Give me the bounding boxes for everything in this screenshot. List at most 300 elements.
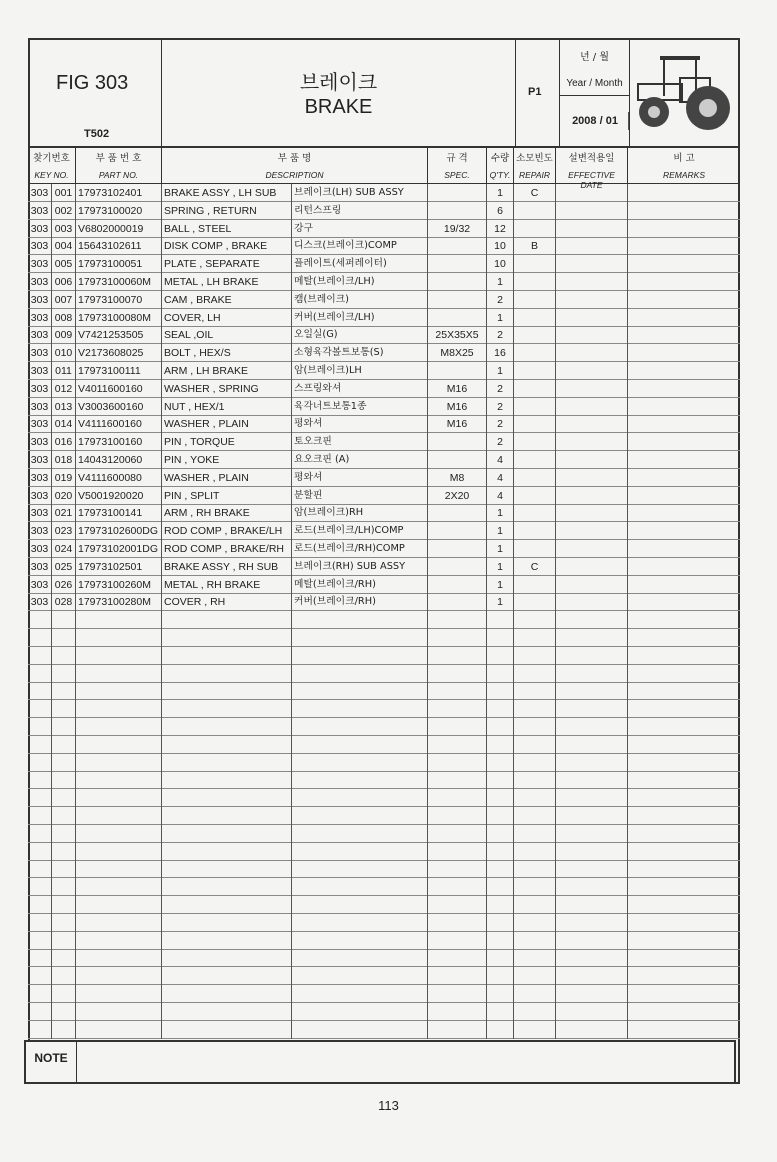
cell-desc-kr <box>292 878 428 896</box>
cell-spec <box>428 184 487 202</box>
cell-desc-en: METAL , LH BRAKE <box>162 273 292 291</box>
cell-key: 019 <box>52 469 76 487</box>
column-header-kr: 수량 <box>490 153 510 164</box>
cell-part <box>76 843 162 861</box>
cell-date <box>556 1003 628 1021</box>
column-header-kr: 설변적용일 <box>568 153 615 164</box>
table-row <box>28 629 740 647</box>
cell-fig <box>28 843 52 861</box>
cell-qty: 2 <box>487 398 514 416</box>
cell-desc-kr <box>292 932 428 950</box>
cell-spec <box>428 273 487 291</box>
cell-desc-en: ARM , RH BRAKE <box>162 504 292 522</box>
column-header <box>556 148 628 190</box>
cell-desc-en <box>162 754 292 772</box>
cell-qty <box>487 860 514 878</box>
table-row <box>28 504 740 522</box>
cell-desc-kr: 소형육각볼트보통(S) <box>292 344 428 362</box>
cell-desc-en: BOLT , HEX/S <box>162 344 292 362</box>
cell-repair <box>514 487 556 505</box>
table-row <box>28 362 740 380</box>
cell-key <box>52 700 76 718</box>
cell-desc-kr: 캠(브레이크) <box>292 291 428 309</box>
cell-qty: 4 <box>487 469 514 487</box>
cell-spec <box>428 237 487 255</box>
cell-desc-kr: 암(브레이크)LH <box>292 362 428 380</box>
cell-qty: 1 <box>487 184 514 202</box>
fig-number: FIG 303 <box>56 72 129 94</box>
cell-part <box>76 665 162 683</box>
cell-spec <box>428 843 487 861</box>
title-cell <box>162 38 516 148</box>
cell-fig: 303 <box>28 540 52 558</box>
cell-qty: 6 <box>487 202 514 220</box>
cell-desc-en: WASHER , SPRING <box>162 380 292 398</box>
cell-desc-en <box>162 1003 292 1021</box>
cell-key <box>52 789 76 807</box>
cell-desc-kr <box>292 807 428 825</box>
cell-qty <box>487 843 514 861</box>
cell-key: 010 <box>52 344 76 362</box>
table-row <box>28 576 740 594</box>
cell-desc-kr: 커버(브레이크/LH) <box>292 309 428 327</box>
cell-desc-en: DISK COMP , BRAKE <box>162 237 292 255</box>
cell-qty: 1 <box>487 309 514 327</box>
cell-key: 001 <box>52 184 76 202</box>
cell-repair <box>514 576 556 594</box>
cell-spec: 19/32 <box>428 220 487 238</box>
cell-desc-kr: 디스크(브레이크)COMP <box>292 237 428 255</box>
column-header <box>76 148 162 184</box>
cell-date <box>556 611 628 629</box>
cell-part <box>76 682 162 700</box>
cell-desc-kr: 육각너트보통1종 <box>292 398 428 416</box>
cell-qty <box>487 914 514 932</box>
cell-date <box>556 309 628 327</box>
cell-part: 17973100280M <box>76 593 162 611</box>
cell-fig <box>28 771 52 789</box>
cell-key: 014 <box>52 415 76 433</box>
cell-key: 003 <box>52 220 76 238</box>
column-header-en: PART NO. <box>98 170 139 180</box>
cell-remarks <box>628 665 740 683</box>
cell-repair <box>514 629 556 647</box>
cell-spec <box>428 736 487 754</box>
cell-part: 17973100051 <box>76 255 162 273</box>
cell-part <box>76 629 162 647</box>
cell-desc-kr: 강구 <box>292 220 428 238</box>
cell-key: 004 <box>52 237 76 255</box>
table-row <box>28 754 740 772</box>
cell-key <box>52 771 76 789</box>
column-header-kr: 소모빈도 <box>516 153 553 164</box>
column-header-en: SPEC. <box>444 170 470 180</box>
cell-desc-kr <box>292 754 428 772</box>
cell-repair: B <box>514 237 556 255</box>
cell-spec <box>428 433 487 451</box>
cell-key <box>52 878 76 896</box>
cell-fig <box>28 860 52 878</box>
cell-desc-en <box>162 985 292 1003</box>
cell-spec <box>428 362 487 380</box>
cell-qty: 1 <box>487 522 514 540</box>
title-korean: 브레이크 <box>299 70 378 94</box>
cell-repair <box>514 593 556 611</box>
cell-part: V6802000019 <box>76 220 162 238</box>
cell-key <box>52 985 76 1003</box>
cell-qty: 4 <box>487 451 514 469</box>
table-row <box>28 326 740 344</box>
table-row <box>28 985 740 1003</box>
cell-qty: 10 <box>487 237 514 255</box>
table-row <box>28 593 740 611</box>
cell-repair <box>514 807 556 825</box>
cell-desc-en <box>162 878 292 896</box>
table-row <box>28 398 740 416</box>
cell-remarks <box>628 914 740 932</box>
cell-qty <box>487 647 514 665</box>
column-header <box>487 148 514 184</box>
cell-repair <box>514 344 556 362</box>
table-row <box>28 202 740 220</box>
table-row <box>28 682 740 700</box>
cell-date <box>556 433 628 451</box>
cell-key <box>52 682 76 700</box>
table-row <box>28 665 740 683</box>
table-row <box>28 807 740 825</box>
cell-part <box>76 896 162 914</box>
table-row <box>28 949 740 967</box>
cell-part: V3003600160 <box>76 398 162 416</box>
cell-remarks <box>628 291 740 309</box>
cell-spec <box>428 1021 487 1039</box>
cell-repair <box>514 771 556 789</box>
cell-spec <box>428 896 487 914</box>
cell-date <box>556 415 628 433</box>
cell-key: 013 <box>52 398 76 416</box>
cell-desc-kr: 오일실(G) <box>292 326 428 344</box>
cell-key: 009 <box>52 326 76 344</box>
cell-fig: 303 <box>28 487 52 505</box>
cell-date <box>556 647 628 665</box>
cell-key: 005 <box>52 255 76 273</box>
cell-remarks <box>628 576 740 594</box>
cell-key: 025 <box>52 558 76 576</box>
cell-spec <box>428 985 487 1003</box>
cell-date <box>556 540 628 558</box>
cell-remarks <box>628 878 740 896</box>
cell-remarks <box>628 860 740 878</box>
cell-qty: 2 <box>487 291 514 309</box>
cell-part <box>76 611 162 629</box>
cell-remarks <box>628 237 740 255</box>
cell-fig <box>28 789 52 807</box>
cell-desc-kr: 브레이크(RH) SUB ASSY <box>292 558 428 576</box>
cell-repair <box>514 291 556 309</box>
cell-key <box>52 843 76 861</box>
cell-part: 17973102600DG <box>76 522 162 540</box>
cell-fig <box>28 932 52 950</box>
cell-qty <box>487 878 514 896</box>
column-header-kr: 규 격 <box>446 153 468 164</box>
cell-spec <box>428 682 487 700</box>
cell-remarks <box>628 629 740 647</box>
cell-qty <box>487 967 514 985</box>
cell-remarks <box>628 415 740 433</box>
cell-part <box>76 807 162 825</box>
column-header-en: EFFECTIVE DATE <box>568 170 615 190</box>
cell-date <box>556 914 628 932</box>
cell-fig: 303 <box>28 451 52 469</box>
cell-repair: C <box>514 558 556 576</box>
cell-repair <box>514 896 556 914</box>
cell-spec: 2X20 <box>428 487 487 505</box>
table-row <box>28 914 740 932</box>
cell-qty: 12 <box>487 220 514 238</box>
cell-desc-kr <box>292 647 428 665</box>
cell-qty: 2 <box>487 415 514 433</box>
column-header <box>162 148 428 184</box>
cell-spec <box>428 540 487 558</box>
cell-repair <box>514 647 556 665</box>
cell-part: V4111600080 <box>76 469 162 487</box>
cell-repair <box>514 433 556 451</box>
column-header-en: REPAIR <box>518 170 551 180</box>
cell-desc-kr: 평와셔 <box>292 469 428 487</box>
cell-repair <box>514 1021 556 1039</box>
cell-remarks <box>628 344 740 362</box>
cell-spec <box>428 576 487 594</box>
cell-repair <box>514 682 556 700</box>
cell-fig <box>28 1003 52 1021</box>
cell-repair <box>514 878 556 896</box>
page-code-cell <box>516 38 560 148</box>
cell-remarks <box>628 789 740 807</box>
cell-desc-en: WASHER , PLAIN <box>162 415 292 433</box>
cell-desc-en <box>162 949 292 967</box>
cell-repair <box>514 949 556 967</box>
cell-key <box>52 860 76 878</box>
cell-qty: 2 <box>487 326 514 344</box>
cell-date <box>556 718 628 736</box>
table-row <box>28 273 740 291</box>
cell-fig <box>28 700 52 718</box>
cell-part: 17973102501 <box>76 558 162 576</box>
cell-desc-kr <box>292 985 428 1003</box>
cell-part: V7421253505 <box>76 326 162 344</box>
cell-spec <box>428 611 487 629</box>
cell-part: V2173608025 <box>76 344 162 362</box>
cell-qty: 1 <box>487 273 514 291</box>
cell-key <box>52 611 76 629</box>
cell-key: 018 <box>52 451 76 469</box>
cell-fig <box>28 647 52 665</box>
cell-key: 008 <box>52 309 76 327</box>
table-row <box>28 771 740 789</box>
cell-spec: M8X25 <box>428 344 487 362</box>
cell-remarks <box>628 932 740 950</box>
cell-remarks <box>628 1021 740 1039</box>
cell-date <box>556 504 628 522</box>
cell-qty: 2 <box>487 380 514 398</box>
cell-desc-kr: 브레이크(LH) SUB ASSY <box>292 184 428 202</box>
table-row <box>28 540 740 558</box>
cell-desc-en <box>162 860 292 878</box>
cell-qty <box>487 896 514 914</box>
cell-remarks <box>628 700 740 718</box>
cell-spec: M16 <box>428 380 487 398</box>
cell-part <box>76 771 162 789</box>
cell-part: 17973100111 <box>76 362 162 380</box>
cell-desc-en <box>162 789 292 807</box>
cell-key <box>52 736 76 754</box>
cell-desc-en: ARM , LH BRAKE <box>162 362 292 380</box>
cell-desc-kr <box>292 665 428 683</box>
cell-key: 021 <box>52 504 76 522</box>
cell-desc-kr <box>292 682 428 700</box>
table-row <box>28 789 740 807</box>
cell-remarks <box>628 718 740 736</box>
cell-date <box>556 202 628 220</box>
cell-part <box>76 1003 162 1021</box>
note-label: NOTE <box>26 1042 77 1082</box>
cell-spec <box>428 718 487 736</box>
cell-key: 020 <box>52 487 76 505</box>
cell-qty <box>487 1003 514 1021</box>
cell-date <box>556 362 628 380</box>
column-header-en: KEY NO. <box>34 170 69 180</box>
cell-fig: 303 <box>28 362 52 380</box>
table-row <box>28 700 740 718</box>
cell-desc-kr <box>292 843 428 861</box>
cell-fig: 303 <box>28 291 52 309</box>
cell-fig <box>28 754 52 772</box>
column-header <box>628 148 740 184</box>
cell-qty <box>487 736 514 754</box>
cell-desc-kr <box>292 611 428 629</box>
cell-desc-en: BRAKE ASSY , RH SUB <box>162 558 292 576</box>
cell-repair <box>514 754 556 772</box>
cell-desc-kr: 메탈(브레이크/RH) <box>292 576 428 594</box>
cell-repair <box>514 860 556 878</box>
cell-remarks <box>628 611 740 629</box>
cell-desc-kr: 리턴스프링 <box>292 202 428 220</box>
cell-spec <box>428 202 487 220</box>
cell-qty <box>487 665 514 683</box>
cell-fig: 303 <box>28 522 52 540</box>
cell-desc-en: WASHER , PLAIN <box>162 469 292 487</box>
cell-spec <box>428 754 487 772</box>
column-header <box>428 148 487 184</box>
cell-key <box>52 807 76 825</box>
cell-part <box>76 736 162 754</box>
cell-desc-en <box>162 967 292 985</box>
cell-spec <box>428 629 487 647</box>
cell-fig: 303 <box>28 593 52 611</box>
cell-desc-kr <box>292 825 428 843</box>
cell-fig: 303 <box>28 469 52 487</box>
cell-qty: 16 <box>487 344 514 362</box>
cell-date <box>556 576 628 594</box>
cell-repair <box>514 469 556 487</box>
cell-date <box>556 326 628 344</box>
cell-part: 14043120060 <box>76 451 162 469</box>
cell-fig <box>28 878 52 896</box>
table-row <box>28 825 740 843</box>
cell-desc-kr: 요오크핀 (A) <box>292 451 428 469</box>
cell-desc-kr <box>292 771 428 789</box>
cell-fig <box>28 914 52 932</box>
cell-remarks <box>628 220 740 238</box>
cell-desc-en: BALL , STEEL <box>162 220 292 238</box>
cell-part <box>76 754 162 772</box>
cell-spec <box>428 825 487 843</box>
cell-date <box>556 184 628 202</box>
cell-remarks <box>628 380 740 398</box>
cell-repair <box>514 255 556 273</box>
table-row <box>28 255 740 273</box>
cell-qty: 2 <box>487 433 514 451</box>
cell-qty: 1 <box>487 593 514 611</box>
cell-key <box>52 967 76 985</box>
cell-part: 17973100020 <box>76 202 162 220</box>
cell-date <box>556 754 628 772</box>
cell-key: 011 <box>52 362 76 380</box>
cell-key: 007 <box>52 291 76 309</box>
cell-fig <box>28 807 52 825</box>
cell-remarks <box>628 682 740 700</box>
column-header-kr: 비 고 <box>673 153 695 164</box>
cell-part: 17973100070 <box>76 291 162 309</box>
cell-spec: M16 <box>428 415 487 433</box>
cell-fig: 303 <box>28 558 52 576</box>
cell-remarks <box>628 896 740 914</box>
cell-date <box>556 700 628 718</box>
cell-remarks <box>628 825 740 843</box>
cell-remarks <box>628 469 740 487</box>
cell-repair <box>514 843 556 861</box>
cell-part: 15643102611 <box>76 237 162 255</box>
table-row <box>28 433 740 451</box>
cell-desc-en: PLATE , SEPARATE <box>162 255 292 273</box>
table-row <box>28 736 740 754</box>
cell-key: 026 <box>52 576 76 594</box>
cell-date <box>556 380 628 398</box>
cell-spec <box>428 700 487 718</box>
cell-date <box>556 967 628 985</box>
table-row <box>28 860 740 878</box>
cell-date <box>556 398 628 416</box>
cell-desc-en: PIN , SPLIT <box>162 487 292 505</box>
table-row <box>28 1021 740 1039</box>
table-row <box>28 220 740 238</box>
cell-spec <box>428 451 487 469</box>
cell-repair <box>514 362 556 380</box>
cell-desc-en <box>162 718 292 736</box>
cell-fig: 303 <box>28 326 52 344</box>
cell-part: 17973100141 <box>76 504 162 522</box>
cell-key: 016 <box>52 433 76 451</box>
cell-desc-en <box>162 771 292 789</box>
cell-desc-en <box>162 914 292 932</box>
cell-key <box>52 754 76 772</box>
cell-fig <box>28 967 52 985</box>
cell-desc-en: METAL , RH BRAKE <box>162 576 292 594</box>
cell-desc-kr: 스프링와셔 <box>292 380 428 398</box>
year-month-label-en: Year / Month <box>560 78 629 96</box>
cell-qty <box>487 718 514 736</box>
cell-repair <box>514 700 556 718</box>
